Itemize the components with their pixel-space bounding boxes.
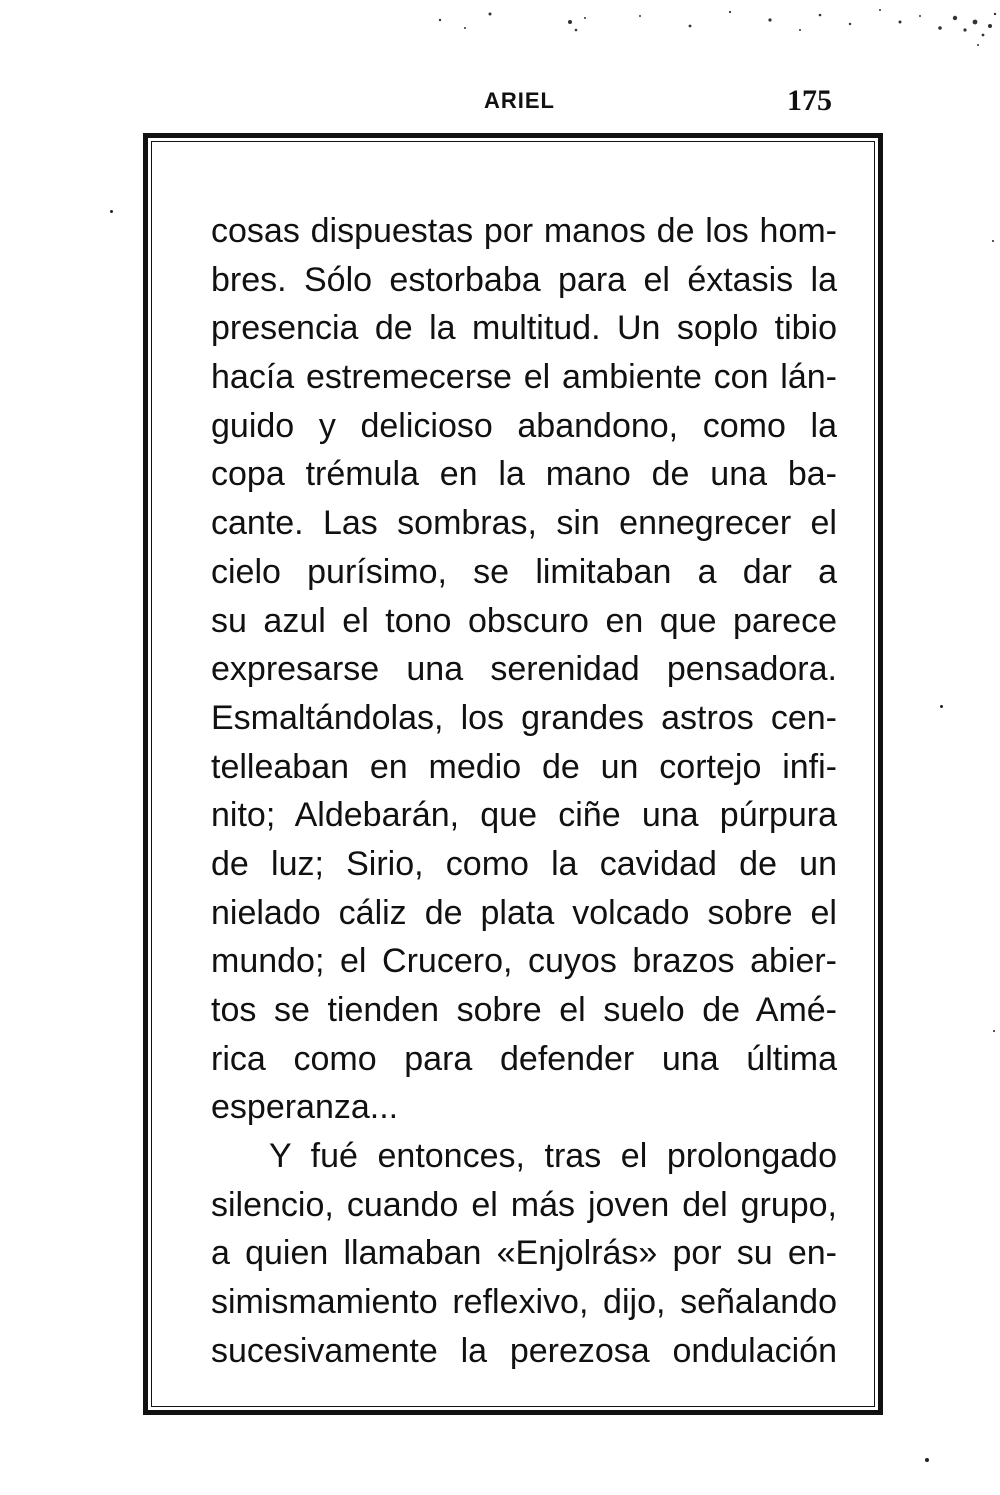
text-line: nielado cáliz de plata volcado sobre el (211, 893, 837, 932)
running-head (0, 84, 1000, 124)
text-line: sucesivamente la perezosa ondulación (211, 1331, 837, 1370)
text-line: copa trémula en la mano de una ba- (211, 455, 837, 494)
text-line: nito; Aldebarán, que ciñe una púrpura (211, 796, 837, 835)
text-line: telleaban en medio de un cortejo infi- (211, 747, 837, 786)
text-line: expresarse una serenidad pensadora. (211, 650, 837, 689)
text-line-paragraph-end: esperanza... (211, 1088, 399, 1127)
text-line: bres. Sólo estorbaba para el éxtasis la (211, 260, 837, 299)
scan-speck (940, 705, 943, 708)
text-line: a quien llamaban «Enjolrás» por su en- (211, 1234, 837, 1273)
text-line: presencia de la multitud. Un soplo tibio (211, 309, 837, 348)
scan-speck (925, 1458, 929, 1462)
text-line: su azul el tono obscuro en que parece (211, 601, 837, 640)
text-line: cielo purísimo, se limitaban a dar a (211, 552, 837, 591)
text-line-paragraph-start: Y fué entonces, tras el prolongado (269, 1137, 837, 1176)
scan-speck (993, 1030, 995, 1032)
scan-noise-specks (380, 0, 1000, 70)
scan-speck (992, 240, 994, 242)
text-line: silencio, cuando el más joven del grupo, (211, 1185, 837, 1224)
scan-speck (110, 210, 113, 213)
text-line: rica como para defender una última (211, 1039, 837, 1078)
text-line: Esmaltándolas, los grandes astros cen- (211, 698, 837, 737)
page-number: 175 (787, 84, 832, 117)
text-line: simismamiento reflexivo, dijo, señalando (211, 1283, 837, 1322)
text-line: cosas dispuestas por manos de los hom- (211, 212, 837, 250)
text-line: cante. Las sombras, sin ennegrecer el (211, 504, 837, 543)
text-line: guido y delicioso abandono, como la (211, 406, 837, 445)
text-line: hacía estremecerse el ambiente con lán- (211, 358, 837, 397)
text-line: mundo; el Crucero, cuyos brazos abier- (211, 942, 837, 981)
text-line: de luz; Sirio, como la cavidad de un (211, 844, 837, 883)
running-title: ARIEL (484, 88, 555, 113)
body-text (211, 207, 837, 1376)
text-line: tos se tienden sobre el suelo de Amé- (211, 991, 837, 1029)
